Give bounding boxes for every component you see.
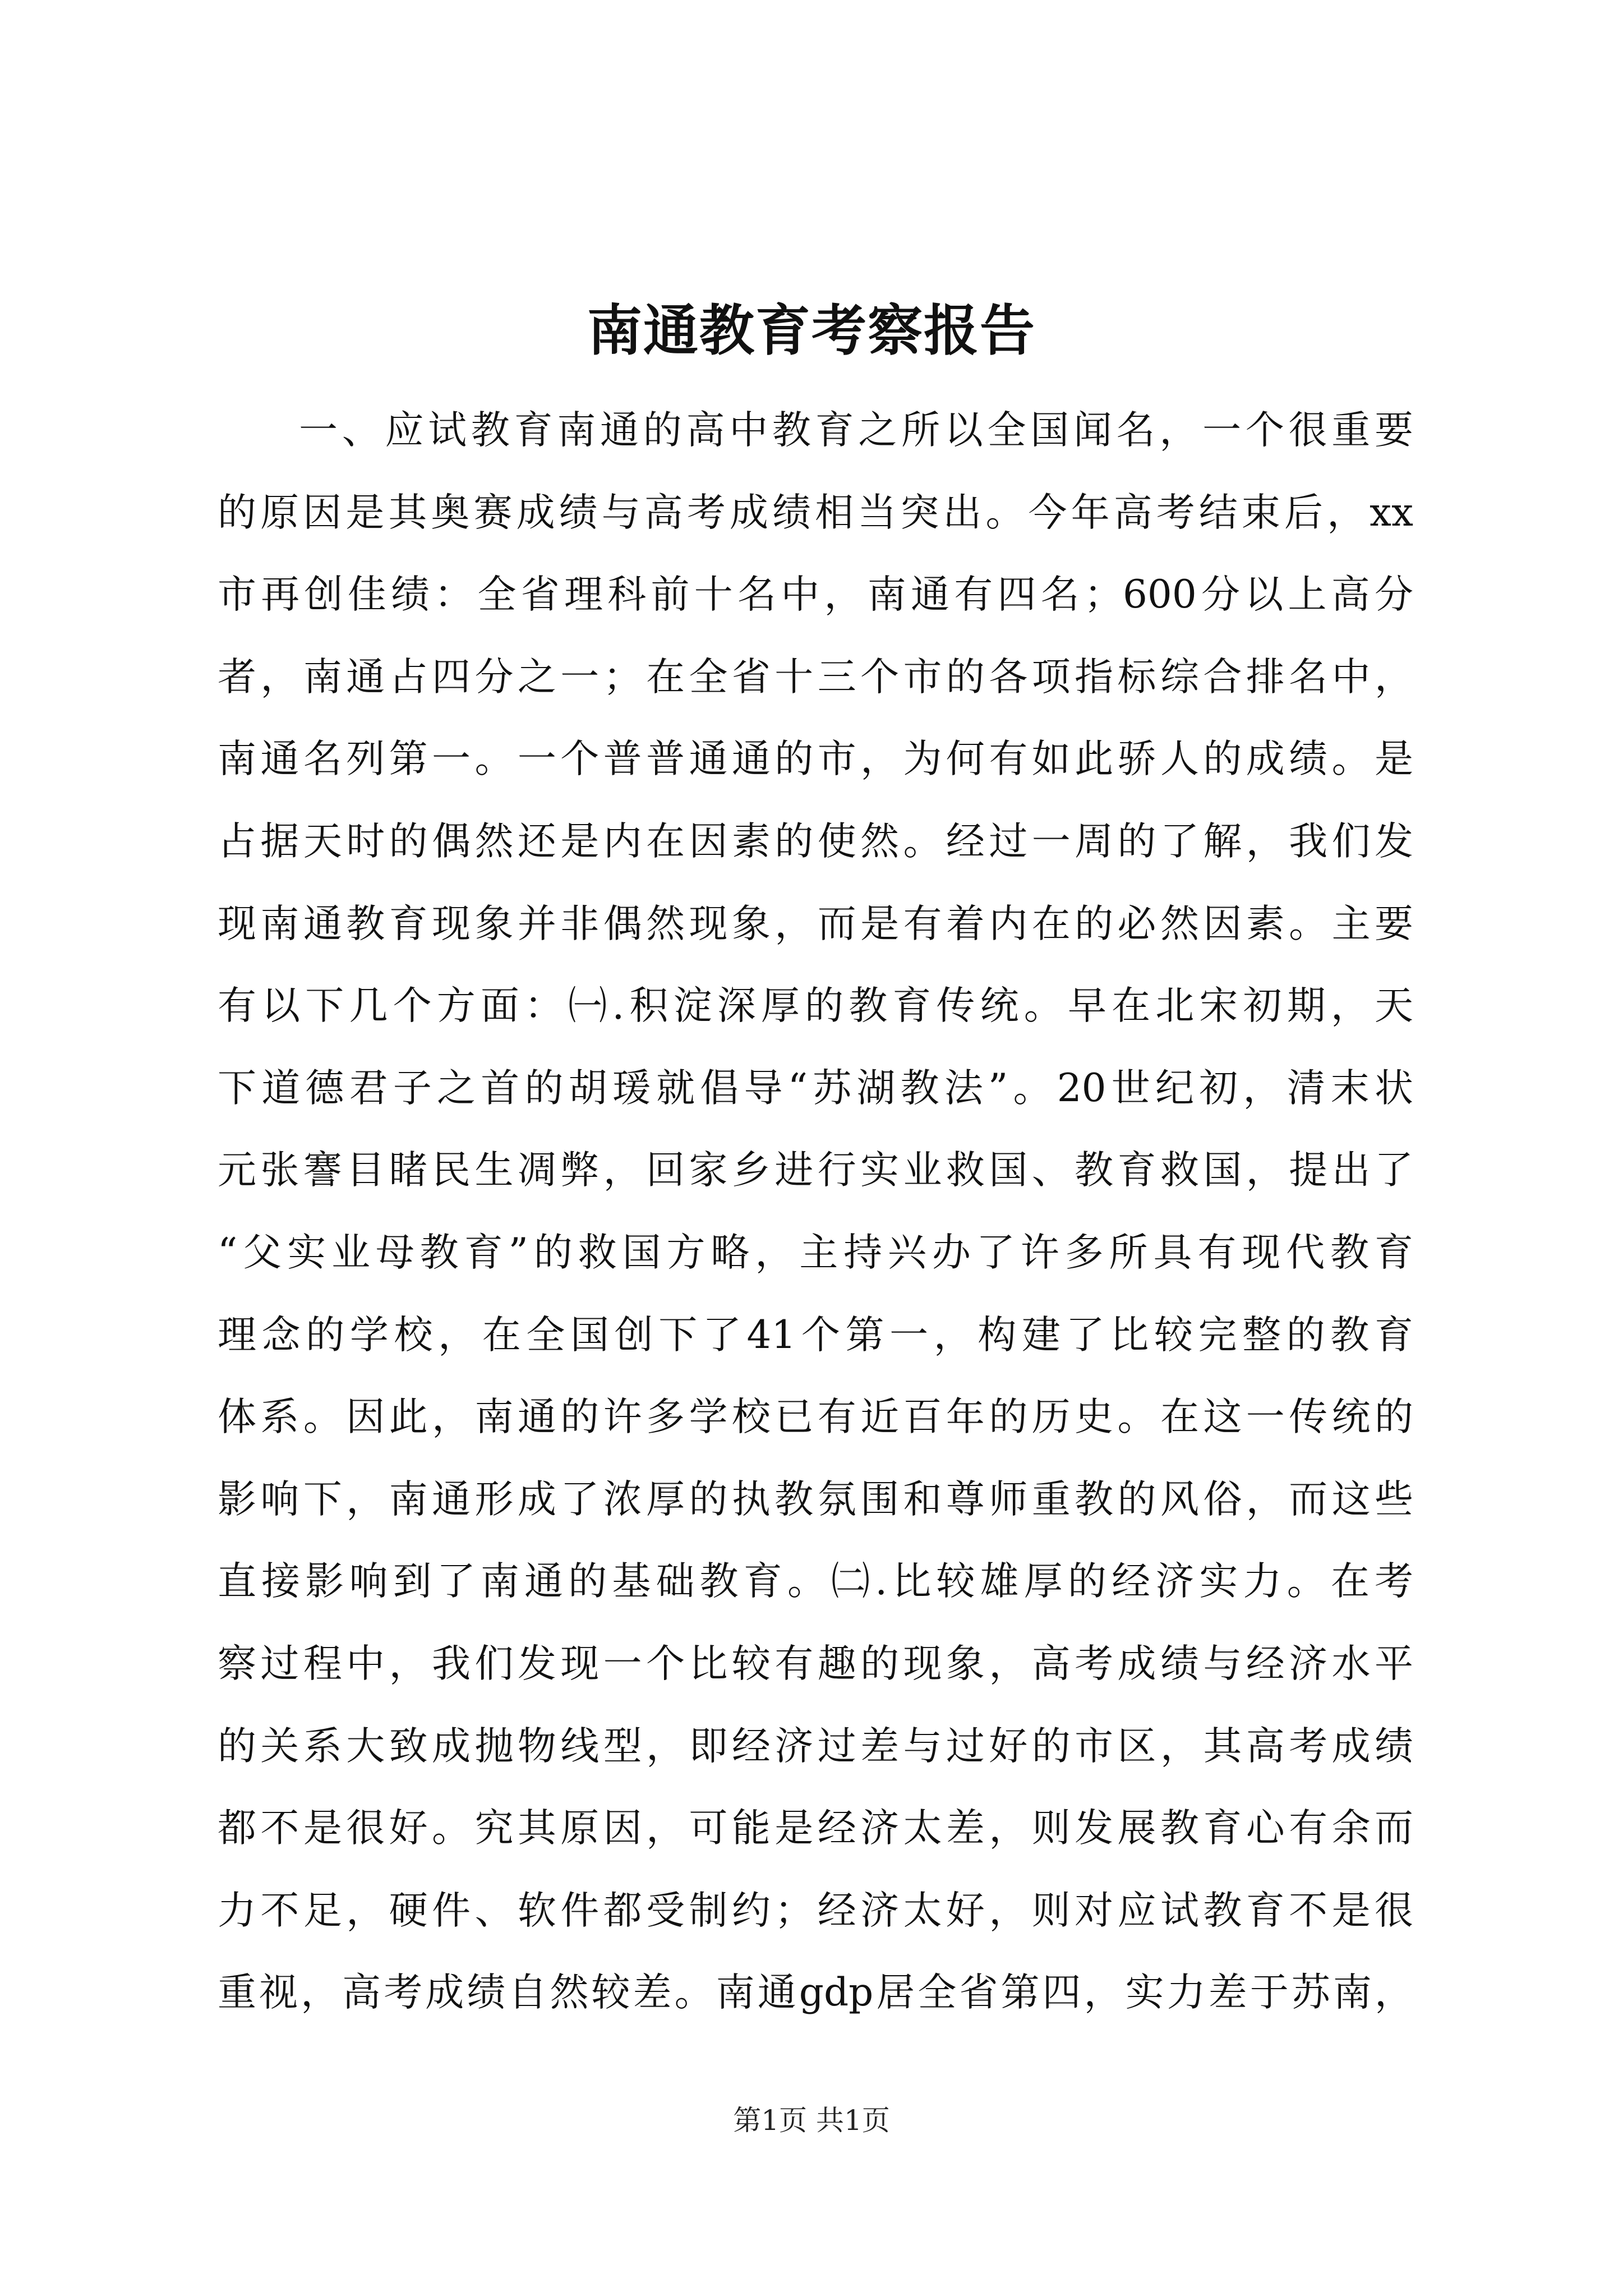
body-line: 理念的学校，在全国创下了41个第一，构建了比较完整的教育 bbox=[218, 1312, 1413, 1358]
body-line: 一、应试教育南通的高中教育之所以全国闻名，一个很重要 bbox=[299, 408, 1413, 453]
body-line: 下道德君子之首的胡瑗就倡导“苏湖教法”。20世纪初，清末状 bbox=[218, 1065, 1413, 1111]
body-line: 占据天时的偶然还是内在因素的使然。经过一周的了解，我们发 bbox=[218, 818, 1413, 864]
body-line: 影响下，南通形成了浓厚的执教氛围和尊师重教的风俗，而这些 bbox=[218, 1476, 1413, 1522]
page-number: 第1页 共1页 bbox=[733, 2104, 890, 2137]
body-line: 察过程中，我们发现一个比较有趣的现象，高考成绩与经济水平 bbox=[218, 1641, 1413, 1686]
body-line: 力不足，硬件、软件都受制约；经济太好，则对应试教育不是很 bbox=[218, 1888, 1413, 1933]
body-line: 市再创佳绩：全省理科前十名中，南通有四名；600分以上高分 bbox=[218, 572, 1413, 618]
body-line: 的原因是其奥赛成绩与高考成绩相当突出。今年高考结束后，xx bbox=[218, 490, 1413, 535]
body-line: 直接影响到了南通的基础教育。㈡.比较雄厚的经济实力。在考 bbox=[218, 1559, 1413, 1604]
body-line: 都不是很好。究其原因，可能是经济太差，则发展教育心有余而 bbox=[218, 1806, 1413, 1851]
body-line: 有以下几个方面：㈠.积淀深厚的教育传统。早在北宋初期，天 bbox=[218, 983, 1413, 1029]
body-line: 元张謇目睹民生凋弊，回家乡进行实业救国、教育救国，提出了 bbox=[218, 1148, 1413, 1193]
body-line: 重视，高考成绩自然较差。南通gdp居全省第四，实力差于苏南， bbox=[218, 1970, 1413, 2016]
body-line: 者，南通占四分之一；在全省十三个市的各项指标综合排名中， bbox=[218, 654, 1413, 700]
body-line: 现南通教育现象并非偶然现象，而是有着内在的必然因素。主要 bbox=[218, 901, 1413, 946]
body-line: 的关系大致成抛物线型，即经济过差与过好的市区，其高考成绩 bbox=[218, 1723, 1413, 1769]
body-line: 体系。因此，南通的许多学校已有近百年的历史。在这一传统的 bbox=[218, 1395, 1413, 1440]
document-title: 南通教育考察报告 bbox=[587, 298, 1036, 363]
document-body bbox=[218, 389, 1413, 2034]
body-line: 南通名列第一。一个普普通通的市，为何有如此骄人的成绩。是 bbox=[218, 737, 1413, 782]
body-line: “父实业母教育”的救国方略，主持兴办了许多所具有现代教育 bbox=[218, 1230, 1413, 1275]
page-footer bbox=[0, 2101, 1623, 2140]
